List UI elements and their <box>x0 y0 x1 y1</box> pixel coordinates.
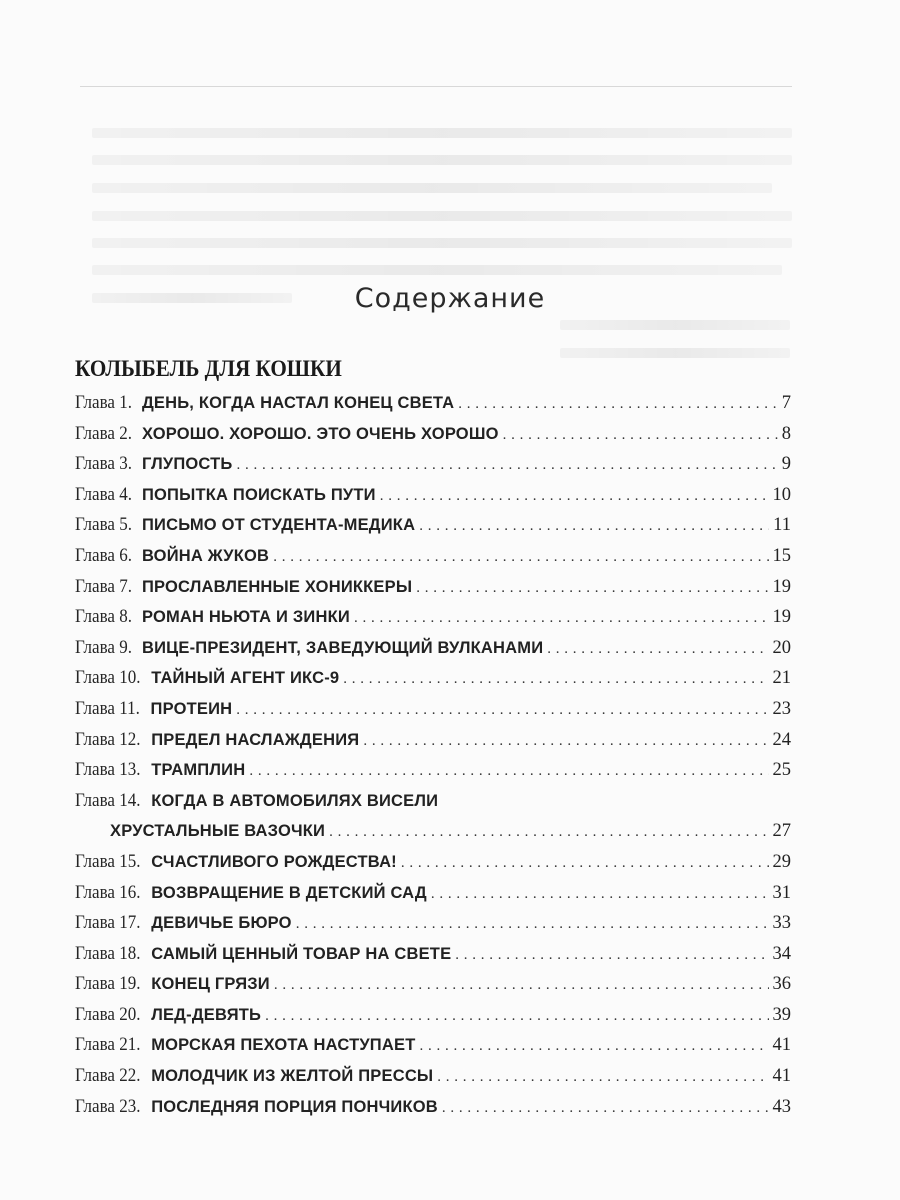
dot-leader <box>273 549 768 566</box>
page-number: 21 <box>772 668 791 689</box>
toc-entry[interactable] <box>75 944 791 975</box>
chapter-number: Глава 23. <box>75 1096 141 1117</box>
dot-leader <box>455 947 768 964</box>
dot-leader <box>329 824 768 841</box>
chapter-title: ТРАМПЛИН <box>151 761 246 780</box>
chapter-title: СЧАСТЛИВОГО РОЖДЕСТВА! <box>151 852 397 871</box>
chapter-number: Глава 10. <box>75 668 141 689</box>
toc-entry[interactable] <box>75 730 791 761</box>
page-number: 11 <box>773 515 791 536</box>
page-number: 29 <box>772 851 791 872</box>
chapter-title: МОРСКАЯ ПЕХОТА НАСТУПАЕТ <box>151 1036 416 1055</box>
page-number: 7 <box>781 393 791 413</box>
chapter-number: Глава 1. <box>75 393 132 413</box>
chapter-title: ПОСЛЕДНЯЯ ПОРЦИЯ ПОНЧИКОВ <box>151 1097 438 1116</box>
toc-entry[interactable] <box>75 1097 791 1128</box>
dot-leader <box>503 427 778 444</box>
page-number: 24 <box>772 729 791 750</box>
chapter-title-continuation: ХРУСТАЛЬНЫЕ ВАЗОЧКИ <box>110 822 326 841</box>
chapter-title: ПИСЬМО ОТ СТУДЕНТА-МЕДИКА <box>141 516 416 535</box>
page-number: 25 <box>772 760 791 781</box>
page-number: 19 <box>772 607 791 628</box>
dot-leader <box>274 977 769 994</box>
chapter-title: КОГДА В АВТОМОБИЛЯХ ВИСЕЛИ <box>151 791 439 810</box>
toc-entry[interactable] <box>75 638 791 669</box>
dot-leader <box>442 1100 769 1117</box>
dot-leader <box>380 488 769 505</box>
page-number: 8 <box>781 423 791 444</box>
toc-entry[interactable] <box>75 913 791 944</box>
page-number: 23 <box>772 698 791 719</box>
chapter-title: ПОПЫТКА ПОИСКАТЬ ПУТИ <box>141 485 376 504</box>
dot-leader <box>419 518 769 535</box>
page-number: 9 <box>781 454 791 475</box>
toc-entry[interactable] <box>75 791 791 822</box>
page-number: 20 <box>772 637 791 658</box>
dot-leader <box>547 641 768 658</box>
chapter-number: Глава 17. <box>75 913 141 934</box>
dot-leader <box>419 1038 768 1055</box>
page-number: 41 <box>772 1066 791 1087</box>
toc-entry[interactable] <box>75 485 791 516</box>
page-title: Содержание <box>354 283 546 314</box>
dot-leader <box>236 702 768 719</box>
page-number: 43 <box>772 1096 791 1117</box>
chapter-number: Глава 2. <box>75 423 132 444</box>
chapter-title: САМЫЙ ЦЕННЫЙ ТОВАР НА СВЕТЕ <box>151 944 452 963</box>
chapter-title: ДЕНЬ, КОГДА НАСТАЛ КОНЕЦ СВЕТА <box>141 394 455 412</box>
toc-entry[interactable] <box>75 577 791 608</box>
chapter-number: Глава 14. <box>75 790 141 811</box>
page-number: 15 <box>772 545 791 566</box>
page-number: 41 <box>772 1035 791 1056</box>
page-number: 33 <box>772 913 791 934</box>
toc-entry[interactable] <box>75 424 791 455</box>
chapter-title: ВОЙНА ЖУКОВ <box>141 546 270 565</box>
chapter-number: Глава 11. <box>75 698 140 719</box>
chapter-title: ПРОСЛАВЛЕННЫЕ ХОНИККЕРЫ <box>141 577 413 596</box>
toc-entry[interactable] <box>75 454 791 485</box>
dot-leader <box>416 580 768 597</box>
dot-leader <box>437 1069 768 1086</box>
chapter-number: Глава 8. <box>75 607 132 628</box>
toc-entry[interactable] <box>75 883 791 914</box>
dot-leader <box>343 671 768 688</box>
page-number: 36 <box>772 974 791 995</box>
dot-leader <box>296 916 769 933</box>
toc-entry[interactable] <box>75 760 791 791</box>
toc-entry[interactable] <box>75 393 791 424</box>
chapter-title: МОЛОДЧИК ИЗ ЖЕЛТОЙ ПРЕССЫ <box>151 1067 434 1086</box>
chapter-number: Глава 13. <box>75 760 141 781</box>
chapter-title: РОМАН НЬЮТА И ЗИНКИ <box>141 608 350 627</box>
page-number: 34 <box>772 943 791 964</box>
toc-entry[interactable] <box>75 974 791 1005</box>
page-number: 39 <box>772 1004 791 1025</box>
chapter-title: ПРОТЕИН <box>150 699 233 718</box>
toc-entry[interactable] <box>75 546 791 577</box>
chapter-number: Глава 9. <box>75 637 132 658</box>
chapter-title: ВИЦЕ-ПРЕЗИДЕНТ, ЗАВЕДУЮЩИЙ ВУЛКАНАМИ <box>141 638 544 657</box>
page-number: 31 <box>772 882 791 903</box>
chapter-number: Глава 20. <box>75 1004 141 1025</box>
chapter-number: Глава 21. <box>75 1035 141 1056</box>
dot-leader <box>249 763 768 780</box>
toc-entry[interactable] <box>75 1035 791 1066</box>
chapter-title: ДЕВИЧЬЕ БЮРО <box>151 914 292 933</box>
dot-leader <box>458 396 777 413</box>
toc-entry[interactable] <box>75 1066 791 1097</box>
chapter-title: ПРЕДЕЛ НАСЛАЖДЕНИЯ <box>151 730 360 749</box>
chapter-title: КОНЕЦ ГРЯЗИ <box>151 975 270 994</box>
chapter-number: Глава 15. <box>75 851 141 872</box>
chapter-number: Глава 16. <box>75 882 141 903</box>
chapter-title: ВОЗВРАЩЕНИЕ В ДЕТСКИЙ САД <box>151 883 427 902</box>
section-heading: КОЛЫБЕЛЬ ДЛЯ КОШКИ <box>75 356 342 381</box>
chapter-number: Глава 4. <box>75 484 132 505</box>
chapter-number: Глава 12. <box>75 729 141 750</box>
toc-entry-continuation[interactable] <box>75 821 791 852</box>
toc-entry[interactable] <box>75 699 791 730</box>
dot-leader <box>265 1008 768 1025</box>
chapter-title: ТАЙНЫЙ АГЕНТ ИКС-9 <box>151 669 340 688</box>
chapter-title: ХОРОШО. ХОРОШО. ЭТО ОЧЕНЬ ХОРОШО <box>141 424 499 443</box>
toc-entry[interactable] <box>75 668 791 699</box>
dot-leader <box>354 610 769 627</box>
page-number: 19 <box>772 576 791 597</box>
chapter-number: Глава 5. <box>75 515 132 536</box>
toc-entry[interactable] <box>75 852 791 883</box>
chapter-number: Глава 19. <box>75 974 141 995</box>
chapter-title: ГЛУПОСТЬ <box>141 455 233 474</box>
page-number: 10 <box>772 484 791 505</box>
chapter-number: Глава 6. <box>75 545 132 566</box>
dot-leader <box>363 733 768 750</box>
page-number: 27 <box>772 821 791 842</box>
toc-entry[interactable] <box>75 1005 791 1036</box>
chapter-title: ЛЕД-ДЕВЯТЬ <box>151 1005 262 1024</box>
chapter-number: Глава 18. <box>75 943 141 964</box>
dot-leader <box>401 855 769 872</box>
chapter-number: Глава 22. <box>75 1066 141 1087</box>
dot-leader <box>236 457 777 474</box>
toc-entry[interactable] <box>75 515 791 546</box>
toc-entry[interactable] <box>75 607 791 638</box>
chapter-number: Глава 3. <box>75 454 132 475</box>
table-of-contents <box>75 393 791 1127</box>
dot-leader <box>431 886 769 903</box>
chapter-number: Глава 7. <box>75 576 132 597</box>
